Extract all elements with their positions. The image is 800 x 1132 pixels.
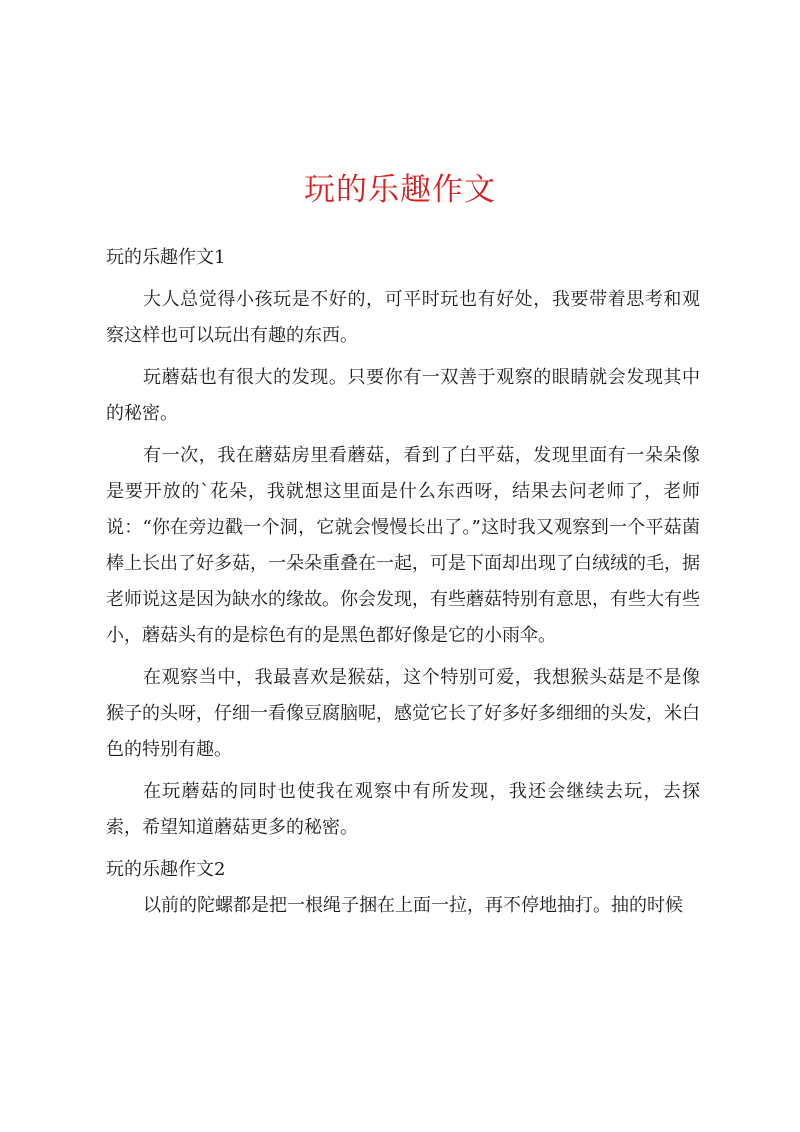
paragraph: 大人总觉得小孩玩是不好的，可平时玩也有好处，我要带着思考和观察这样也可以玩出有趣的东西。 — [106, 289, 700, 346]
section-heading-1: 玩的乐趣作文1 — [106, 247, 226, 268]
paragraph: 在观察当中，我最喜欢是猴菇，这个特别可爱，我想猴头菇是不是像猴子的头呀，仔细一看像豆腐脑呢，感觉它长了好多好多细细的头发，米白色的特别有趣。 — [106, 667, 700, 760]
document-body — [106, 240, 700, 930]
paragraph: 以前的陀螺都是把一根绳子捆在上面一拉，再不停地抽打。抽的时候 — [143, 895, 683, 916]
paragraph: 在玩蘑菇的同时也使我在观察中有所发现，我还会继续去玩，去探索，希望知道蘑菇更多的秘密。 — [106, 781, 700, 838]
paragraph: 玩蘑菇也有很大的发现。只要你有一双善于观察的眼睛就会发现其中的秘密。 — [106, 367, 700, 424]
paragraph: 有一次，我在蘑菇房里看蘑菇，看到了白平菇，发现里面有一朵朵像是要开放的`花朵，我就想这里面是什么东西呀，结果去问老师了，老师说：“你在旁边戳一个洞，它就会慢慢长出了。”这时我又观察到一个平菇菌棒上长出了好多菇，一朵朵重叠在一起，可是下面却出现了白绒绒的毛，据老师说这是因为缺水的缘故。你会发现，有些蘑菇特别有意思，有些大有些小，蘑菇头有的是棕色有的是黑色都好像是它的小雨伞。 — [106, 445, 700, 646]
document-title: 玩的乐趣作文 — [304, 172, 496, 208]
section-heading-2: 玩的乐趣作文2 — [106, 859, 226, 880]
